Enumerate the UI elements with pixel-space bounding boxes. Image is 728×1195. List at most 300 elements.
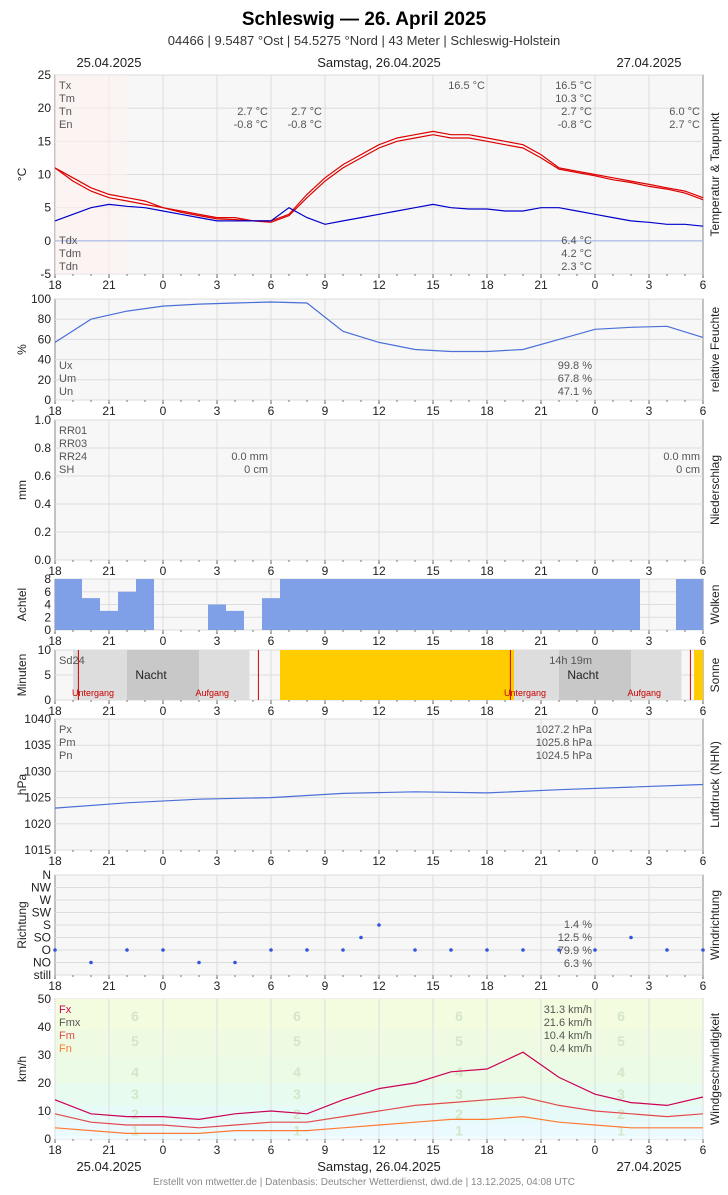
hum-ytick: 60 [37, 332, 51, 347]
hum-xtick: 6 [699, 404, 707, 418]
dir-ytick: still [33, 968, 51, 982]
night-label: Nacht [567, 668, 599, 682]
wind-dir-point [701, 948, 705, 952]
wind-dir-point [53, 948, 57, 952]
press-xtick: 21 [102, 854, 116, 868]
rain-title: Niederschlag [708, 454, 722, 526]
sun-legend-label: Sd24 [59, 655, 85, 667]
temp-val-far: 2.7 °C [669, 119, 700, 131]
cloud-bar [406, 579, 424, 630]
hum-xtick: 18 [480, 404, 494, 418]
sun-bar [406, 650, 424, 700]
hum-ytick: 0 [44, 393, 51, 407]
temp-xtick: 12 [372, 278, 386, 292]
dir-xtick: 18 [48, 979, 62, 993]
wind-xtick: 18 [480, 1143, 494, 1157]
cloud-bar [604, 579, 622, 630]
cloud-bar [352, 579, 370, 630]
dir-ytick: SO [33, 930, 51, 945]
wind-dir-point [161, 948, 165, 952]
sun-bar [442, 650, 460, 700]
cloud-xtick: 15 [426, 634, 440, 648]
wind-title: Windgeschwindigkeit [708, 1012, 722, 1126]
cloud-ylabel: Achtel [15, 587, 29, 622]
hum-val: 47.1 % [557, 386, 592, 398]
beaufort-number: 5 [617, 1033, 625, 1049]
rain-panel [15, 413, 722, 578]
hum-xtick: 12 [372, 404, 386, 418]
temp-ytick: 15 [37, 134, 51, 149]
date-right-bottom: 27.04.2025 [616, 1159, 682, 1174]
rain-xtick: 6 [267, 564, 275, 578]
wind-xtick: 15 [426, 1143, 440, 1157]
wind-ytick: 0 [44, 1132, 51, 1146]
cloud-ytick: 6 [44, 584, 51, 599]
cloud-bar [64, 579, 82, 630]
cloud-xtick: 6 [267, 634, 275, 648]
rain-legend-label: SH [59, 464, 75, 476]
hum-legend-label: Un [59, 386, 74, 398]
wind-xtick: 0 [159, 1143, 167, 1157]
beaufort-number: 5 [455, 1033, 463, 1049]
wind-xtick: 0 [591, 1143, 599, 1157]
beaufort-number: 1 [617, 1122, 625, 1139]
dir-xtick: 21 [102, 979, 116, 993]
press-legend-label: Pn [59, 750, 73, 762]
wind-dir-point [665, 948, 669, 952]
wind-xtick: 6 [267, 1143, 275, 1157]
dir-val: 79.9 % [557, 945, 592, 957]
rain-xtick: 0 [591, 564, 599, 578]
beaufort-number: 3 [455, 1086, 463, 1103]
cloud-bar [694, 579, 703, 630]
wind-ytick: 40 [37, 1020, 51, 1034]
cloud-bar [586, 579, 604, 630]
beaufort-number: 2 [293, 1105, 301, 1122]
sun-bar [334, 650, 352, 700]
rain-legend-label: RR24 [59, 451, 88, 463]
cloud-bar [550, 579, 568, 630]
dew-val: 6.4 °C [561, 235, 592, 247]
cloud-xtick: 0 [591, 634, 599, 648]
hum-xtick: 18 [48, 404, 62, 418]
wind-ytick: 20 [37, 1076, 51, 1090]
temp-legend-label: En [59, 119, 73, 131]
rain-xtick: 12 [372, 564, 386, 578]
dew-legend-label: Tdn [59, 261, 78, 273]
rain-xtick: 18 [480, 564, 494, 578]
wind-ylabel: km/h [15, 1055, 29, 1083]
wind-dir-point [521, 948, 525, 952]
press-xtick: 3 [645, 854, 653, 868]
sun-ytick: 5 [44, 668, 51, 682]
beaufort-number: 3 [293, 1086, 301, 1103]
footer-credit: Erstellt von mtwetter.de | Datenbasis: Deutscher Wetterdienst, dwd.de | 13.12.2025, 04:08 UTC [153, 1177, 575, 1188]
rain-xtick: 21 [534, 564, 548, 578]
sun-xtick: 0 [159, 704, 167, 718]
beaufort-number: 2 [617, 1105, 625, 1122]
press-xtick: 0 [591, 854, 599, 868]
hum-ytick: 80 [37, 312, 51, 327]
rain-val-b: 0.0 mm [663, 451, 700, 463]
sun-bar [460, 650, 478, 700]
cloud-xtick: 18 [480, 634, 494, 648]
wind-val: 10.4 km/h [543, 1030, 592, 1042]
sun-xtick: 0 [591, 704, 599, 718]
wind-val: 31.3 km/h [543, 1004, 592, 1016]
sun-bar [370, 650, 388, 700]
cloud-bar [118, 592, 136, 630]
rain-xtick: 9 [321, 564, 329, 578]
temp-xtick: 6 [699, 278, 707, 292]
cloud-xtick: 12 [372, 634, 386, 648]
temp-ytick: 5 [44, 200, 51, 215]
hum-panel [15, 292, 722, 418]
wind-dir-point [125, 948, 129, 952]
sun-bar [316, 650, 334, 700]
dew-val: 4.2 °C [561, 248, 592, 260]
dir-title: Windrichtung [708, 889, 722, 961]
temp-xtick: 21 [534, 278, 548, 292]
hum-val: 99.8 % [557, 360, 592, 372]
date-center-bottom: Samstag, 26.04.2025 [317, 1159, 441, 1174]
cloud-bar [496, 579, 514, 630]
wind-legend-label: Fx [59, 1004, 72, 1016]
temp-val-a: -0.8 °C [233, 119, 268, 131]
cloud-bar [208, 605, 226, 631]
press-xtick: 12 [372, 854, 386, 868]
wind-xtick: 21 [102, 1143, 116, 1157]
press-val: 1025.8 hPa [535, 737, 592, 749]
dir-val: 6.3 % [563, 958, 592, 970]
temp-tx-mid: 16.5 °C [448, 80, 485, 92]
wind-dir-point [359, 936, 363, 940]
night-label: Nacht [135, 668, 167, 682]
press-ytick: 1020 [24, 816, 51, 831]
temp-val-right: 16.5 °C [555, 80, 592, 92]
temp-xtick: 3 [213, 278, 221, 292]
wind-ytick: 50 [37, 992, 51, 1006]
cloud-ytick: 8 [44, 572, 51, 586]
rain-xtick: 21 [102, 564, 116, 578]
cloud-xtick: 21 [102, 634, 116, 648]
wind-dir-point [629, 936, 633, 940]
press-val: 1024.5 hPa [535, 750, 592, 762]
beaufort-number: 5 [293, 1033, 301, 1049]
cloud-bar [298, 579, 316, 630]
dir-xtick: 3 [645, 979, 653, 993]
temp-xtick: 6 [267, 278, 275, 292]
beaufort-number: 3 [617, 1086, 625, 1103]
rain-ytick: 0.6 [34, 469, 51, 483]
sunset-label: Untergang [504, 688, 547, 698]
press-xtick: 6 [699, 854, 707, 868]
rain-xtick: 6 [699, 564, 707, 578]
temp-ytick: 20 [37, 101, 51, 116]
dir-ylabel: Richtung [15, 901, 29, 949]
hum-legend-label: Ux [59, 360, 73, 372]
cloud-ytick: 2 [44, 610, 51, 625]
wind-ytick: 10 [37, 1104, 51, 1118]
sun-xtick: 15 [426, 704, 440, 718]
sun-xtick: 12 [372, 704, 386, 718]
press-xtick: 21 [534, 854, 548, 868]
cloud-bar [370, 579, 388, 630]
dir-ytick: N [42, 868, 51, 882]
cloud-bar [388, 579, 406, 630]
temp-val-b: -0.8 °C [287, 119, 322, 131]
date-left-top: 25.04.2025 [76, 55, 142, 70]
temp-xtick: 18 [480, 278, 494, 292]
beaufort-number: 6 [455, 1007, 463, 1024]
rain-xtick: 18 [48, 564, 62, 578]
press-ytick: 1025 [24, 790, 51, 805]
wind-xtick: 18 [48, 1143, 62, 1157]
sun-xtick: 6 [267, 704, 275, 718]
wind-panel [15, 992, 722, 1157]
rain-ytick: 0.8 [34, 441, 51, 455]
dir-xtick: 0 [159, 979, 167, 993]
cloud-xtick: 0 [159, 634, 167, 648]
dew-legend-label: Tdx [59, 235, 78, 247]
cloud-xtick: 3 [645, 634, 653, 648]
sun-bar [298, 650, 316, 700]
wind-dir-point [377, 923, 381, 927]
wind-dir-point [233, 961, 237, 965]
press-panel [15, 712, 722, 868]
cloud-xtick: 21 [534, 634, 548, 648]
date-right-top: 27.04.2025 [616, 55, 682, 70]
hum-xtick: 3 [213, 404, 221, 418]
cloud-bar [262, 598, 280, 630]
press-xtick: 18 [48, 854, 62, 868]
press-xtick: 3 [213, 854, 221, 868]
dir-xtick: 3 [213, 979, 221, 993]
rain-xtick: 15 [426, 564, 440, 578]
rain-ytick: 0.2 [34, 525, 51, 539]
dir-xtick: 6 [267, 979, 275, 993]
temp-title: Temperatur & Taupunkt [708, 112, 722, 237]
dew-val: 2.3 °C [561, 261, 592, 273]
wind-dir-point [305, 948, 309, 952]
dir-xtick: 21 [534, 979, 548, 993]
dir-val: 12.5 % [557, 932, 592, 944]
wind-xtick: 6 [699, 1143, 707, 1157]
beaufort-number: 1 [293, 1122, 301, 1139]
wind-xtick: 9 [321, 1143, 329, 1157]
wind-dir-point [197, 961, 201, 965]
cloud-bar [82, 598, 100, 630]
rain-xtick: 3 [645, 564, 653, 578]
sun-bar [388, 650, 406, 700]
date-center-top: Samstag, 26.04.2025 [317, 55, 441, 70]
temp-legend-label: Tm [59, 93, 75, 105]
rain-ytick: 1.0 [34, 413, 51, 427]
cloud-panel [15, 572, 722, 648]
sunrise-label: Aufgang [195, 688, 229, 698]
press-ylabel: hPa [15, 773, 29, 796]
hum-ylabel: % [15, 344, 29, 355]
hum-xtick: 0 [159, 404, 167, 418]
temp-legend-label: Tn [59, 106, 72, 118]
temp-xtick: 21 [102, 278, 116, 292]
cloud-bar [442, 579, 460, 630]
wind-xtick: 21 [534, 1143, 548, 1157]
cloud-bar [334, 579, 352, 630]
wind-dir-point [89, 961, 93, 965]
cloud-bar [226, 611, 244, 630]
wind-dir-point [269, 948, 273, 952]
sun-bar [424, 650, 442, 700]
press-title: Luftdruck (NHN) [708, 741, 722, 828]
dir-xtick: 15 [426, 979, 440, 993]
sun-duration: 14h 19m [549, 655, 592, 667]
rain-legend-label: RR01 [59, 425, 88, 437]
hum-xtick: 21 [534, 404, 548, 418]
cloud-bar [136, 579, 154, 630]
rain-ytick: 0.0 [34, 553, 51, 567]
press-ytick: 1040 [24, 712, 51, 726]
beaufort-number: 2 [131, 1105, 139, 1122]
cloud-bar [514, 579, 532, 630]
temp-ytick: -5 [40, 267, 51, 281]
wind-xtick: 3 [213, 1143, 221, 1157]
rain-ylabel: mm [15, 480, 29, 500]
wind-dir-point [593, 948, 597, 952]
sun-bar [694, 650, 703, 700]
temp-val-right: 2.7 °C [561, 106, 592, 118]
sunrise-label: Aufgang [627, 688, 661, 698]
wind-xtick: 3 [645, 1143, 653, 1157]
press-ytick: 1015 [24, 843, 51, 857]
press-xtick: 6 [267, 854, 275, 868]
rain-ytick: 0.4 [34, 497, 51, 511]
rain-legend-label: RR03 [59, 438, 88, 450]
temp-xtick: 3 [645, 278, 653, 292]
cloud-bar [55, 579, 64, 630]
cloud-bar [424, 579, 442, 630]
dir-ytick: S [42, 918, 51, 932]
hum-xtick: 3 [645, 404, 653, 418]
rain-xtick: 3 [213, 564, 221, 578]
temp-xtick: 0 [159, 278, 167, 292]
press-ytick: 1035 [24, 738, 51, 753]
beaufort-number: 1 [131, 1122, 139, 1139]
cloud-title: Wolken [708, 584, 722, 625]
beaufort-number: 4 [617, 1063, 625, 1080]
dir-ytick: NO [33, 955, 51, 970]
temp-ytick: 25 [37, 68, 51, 82]
dir-val: 1.4 % [563, 919, 592, 931]
dir-ytick: SW [31, 905, 51, 920]
temp-panel [15, 68, 722, 292]
cloud-bar [280, 579, 298, 630]
page-title: Schleswig — 26. April 2025 [241, 9, 487, 30]
sun-xtick: 21 [102, 704, 116, 718]
dir-xtick: 9 [321, 979, 329, 993]
beaufort-number: 6 [293, 1007, 301, 1024]
hum-title: relative Feuchte [708, 306, 722, 393]
temp-val-far: 6.0 °C [669, 106, 700, 118]
beaufort-number: 2 [455, 1105, 463, 1122]
wind-ytick: 30 [37, 1048, 51, 1062]
beaufort-number: 6 [617, 1007, 625, 1024]
cloud-bar [460, 579, 478, 630]
cloud-bar [100, 611, 118, 630]
temp-xtick: 9 [321, 278, 329, 292]
temp-xtick: 0 [591, 278, 599, 292]
temp-ylabel: °C [15, 167, 29, 182]
cloud-bar [622, 579, 640, 630]
sun-ytick: 0 [44, 693, 51, 707]
cloud-ytick: 4 [44, 597, 51, 612]
wind-dir-point [341, 948, 345, 952]
beaufort-number: 4 [131, 1063, 139, 1080]
press-xtick: 15 [426, 854, 440, 868]
dir-ytick: W [39, 893, 51, 907]
temp-ytick: 0 [44, 233, 51, 248]
beaufort-number: 3 [131, 1086, 139, 1103]
sun-ytick: 10 [37, 643, 51, 657]
press-legend-label: Px [59, 724, 72, 736]
wind-val: 0.4 km/h [549, 1043, 592, 1055]
hum-xtick: 9 [321, 404, 329, 418]
hum-legend-label: Um [59, 373, 77, 385]
beaufort-number: 4 [293, 1063, 301, 1080]
rain-val-b: 0 cm [676, 464, 700, 476]
date-left-bottom: 25.04.2025 [76, 1159, 142, 1174]
dir-panel [15, 868, 722, 993]
dew-legend-label: Tdm [59, 248, 81, 260]
sun-title: Sonne [708, 657, 722, 693]
temp-val-right: -0.8 °C [557, 119, 592, 131]
sun-bar [478, 650, 496, 700]
hum-ytick: 40 [37, 352, 51, 367]
beaufort-number: 1 [455, 1122, 463, 1139]
cloud-xtick: 6 [699, 634, 707, 648]
beaufort-number: 4 [455, 1063, 463, 1080]
cloud-xtick: 9 [321, 634, 329, 648]
station-info: 04466 | 9.5487 °Ost | 54.5275 °Nord | 43 Meter | Schleswig-Holstein [167, 33, 561, 48]
sun-ylabel: Minuten [15, 653, 29, 697]
sun-xtick: 21 [534, 704, 548, 718]
sun-xtick: 18 [48, 704, 62, 718]
cloud-ytick: 0 [44, 623, 51, 637]
rain-val-a: 0 cm [244, 464, 268, 476]
hum-ytick: 100 [30, 292, 51, 306]
cloud-bar [568, 579, 586, 630]
cloud-xtick: 3 [213, 634, 221, 648]
beaufort-number: 5 [131, 1033, 139, 1049]
cloud-bar [676, 579, 694, 630]
cloud-bar [532, 579, 550, 630]
sunset-label: Untergang [72, 688, 115, 698]
sun-xtick: 6 [699, 704, 707, 718]
dir-xtick: 6 [699, 979, 707, 993]
press-legend-label: Pm [59, 737, 76, 749]
temp-xtick: 15 [426, 278, 440, 292]
rain-xtick: 0 [159, 564, 167, 578]
hum-xtick: 15 [426, 404, 440, 418]
sun-xtick: 3 [213, 704, 221, 718]
temp-val-b: 2.7 °C [291, 106, 322, 118]
sun-bar [280, 650, 298, 700]
dir-ytick: O [41, 943, 51, 957]
hum-val: 67.8 % [557, 373, 592, 385]
hum-ytick: 20 [37, 372, 51, 387]
wind-dir-point [485, 948, 489, 952]
dir-xtick: 0 [591, 979, 599, 993]
